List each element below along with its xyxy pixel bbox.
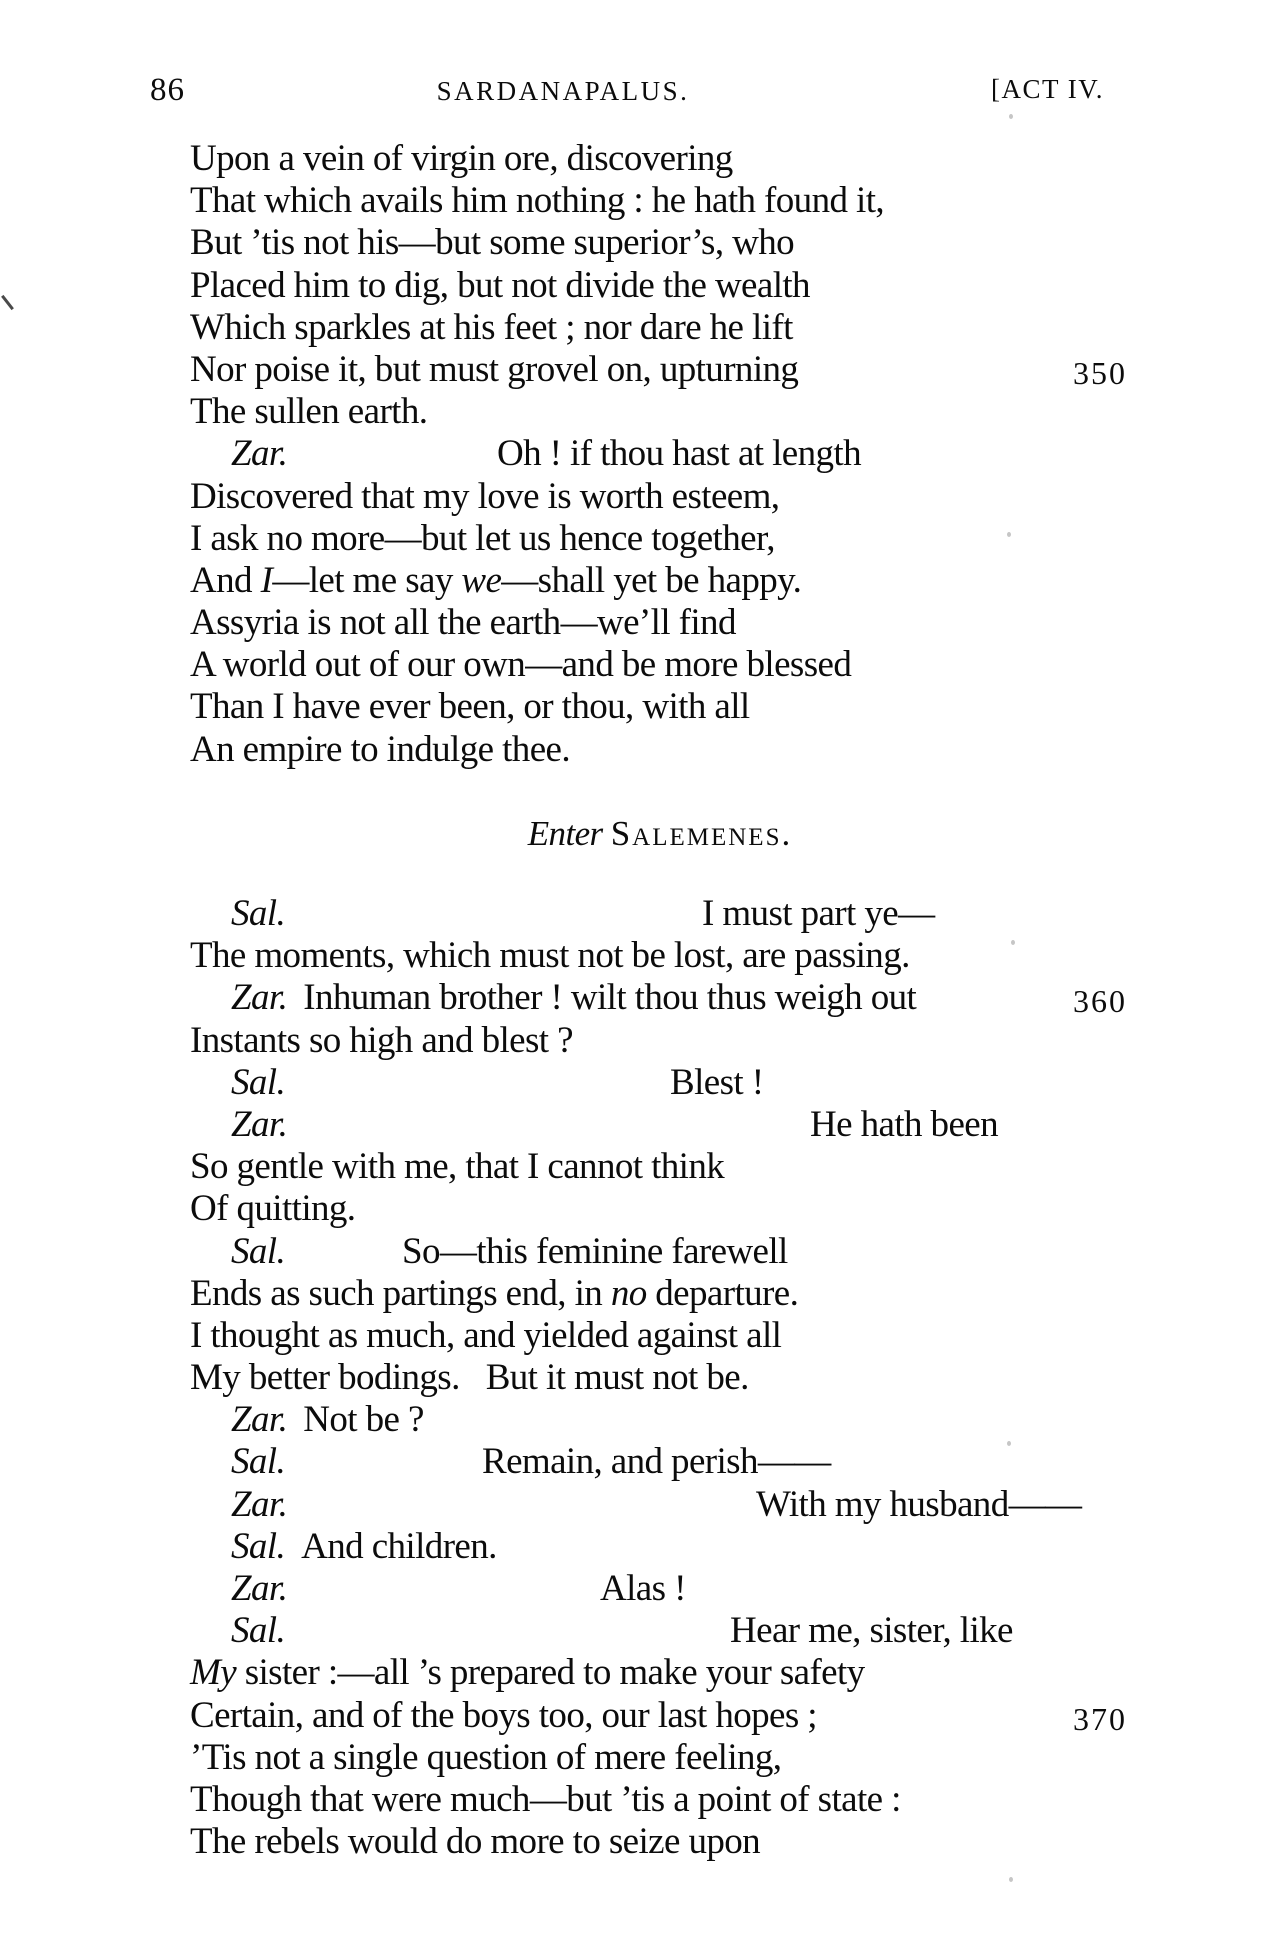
text-segment: Not be ? bbox=[303, 1399, 424, 1441]
text-segment: —let me say bbox=[272, 559, 462, 601]
text-segment: Alas ! bbox=[600, 1568, 686, 1609]
speaker-label: Sal. bbox=[231, 1061, 286, 1103]
text-segment: The sullen earth. bbox=[190, 391, 428, 433]
line-number: 360 bbox=[1073, 983, 1127, 1020]
verse-line bbox=[190, 1737, 1022, 1779]
speaker-label: Zar. bbox=[231, 1483, 288, 1525]
text-segment: With my husband—— bbox=[756, 1483, 1082, 1525]
scan-stray-mark bbox=[1, 295, 14, 310]
text-segment: A world out of our own—and be more blessed bbox=[190, 644, 852, 686]
verse-line bbox=[190, 222, 1022, 264]
text-segment: Instants so high and blest ? bbox=[190, 1019, 573, 1061]
text-segment: The rebels would do more to seize upon bbox=[190, 1821, 761, 1863]
speech-line bbox=[190, 1399, 1022, 1441]
speech-line bbox=[190, 433, 1022, 475]
text-segment: Enter bbox=[527, 813, 603, 853]
text-segment: He hath been bbox=[810, 1103, 998, 1145]
speaker-label: Sal. bbox=[231, 1441, 286, 1483]
verse-line bbox=[190, 1821, 1022, 1863]
speaker-label: Sal. bbox=[231, 1610, 286, 1652]
text-segment: Blest ! bbox=[670, 1061, 764, 1103]
running-title: SARDANAPALUS. bbox=[436, 76, 690, 106]
text-segment: And bbox=[190, 559, 261, 601]
verse-line bbox=[190, 1020, 1022, 1062]
text-segment: departure. bbox=[646, 1272, 799, 1314]
stage-direction bbox=[190, 813, 1022, 855]
text-segment: no bbox=[610, 1272, 647, 1314]
verse-line bbox=[190, 265, 1022, 307]
speech-line bbox=[190, 1483, 1082, 1526]
verse-line bbox=[190, 644, 1022, 686]
verse-line bbox=[190, 180, 1022, 222]
scan-speck bbox=[1011, 940, 1015, 945]
verse-line bbox=[190, 307, 1022, 349]
page-number: 86 bbox=[150, 72, 185, 108]
text-segment: The moments, which must not be lost, are passing. bbox=[190, 935, 910, 977]
scan-speck bbox=[1009, 1877, 1013, 1882]
speech-line bbox=[190, 1104, 1022, 1146]
verse-line bbox=[190, 476, 1022, 518]
text-segment: Upon a vein of virgin ore, discovering bbox=[190, 138, 733, 179]
play-text-block bbox=[190, 138, 1127, 1863]
verse-line bbox=[190, 1146, 1022, 1188]
speaker-label: Zar. bbox=[231, 1399, 288, 1441]
verse-line bbox=[190, 348, 1127, 391]
text-segment: —shall yet be happy. bbox=[501, 559, 802, 601]
speaker-label: Sal. bbox=[231, 1230, 286, 1272]
speech-line bbox=[190, 1062, 1022, 1104]
text-segment: ’Tis not a single question of mere feeling, bbox=[190, 1736, 782, 1778]
speaker-label: Zar. bbox=[231, 1103, 288, 1145]
speech-text bbox=[702, 893, 934, 935]
text-segment: An empire to indulge thee. bbox=[190, 728, 570, 770]
text-segment: My bbox=[190, 1652, 237, 1694]
text-segment: So gentle with me, that I cannot think bbox=[190, 1146, 725, 1188]
text-segment: Than I have ever been, or thou, with all bbox=[190, 686, 750, 728]
text-segment: Salemenes. bbox=[610, 813, 793, 853]
speech-line bbox=[190, 893, 1022, 935]
line-number: 350 bbox=[1073, 354, 1127, 391]
speaker-label: Zar. bbox=[231, 433, 288, 475]
text-segment: Ends as such partings end, in bbox=[190, 1272, 611, 1314]
text-segment: Certain, and of the boys too, our last hopes ; bbox=[190, 1694, 817, 1736]
speech-text bbox=[670, 1062, 763, 1104]
text-segment: Nor poise it, but must grovel on, upturning bbox=[190, 348, 799, 390]
text-segment: Placed him to dig, but not divide the wealth bbox=[190, 264, 810, 306]
speaker-label: Zar. bbox=[231, 977, 288, 1019]
speech-line bbox=[190, 1441, 1022, 1483]
text-segment: Assyria is not all the earth—we’ll find bbox=[190, 602, 736, 644]
speech-text bbox=[730, 1610, 1013, 1652]
text-segment: My better bodings. But it must not be. bbox=[190, 1357, 749, 1399]
verse-line bbox=[190, 1315, 1022, 1357]
verse-line bbox=[190, 1357, 1022, 1399]
speech-text bbox=[402, 1231, 788, 1273]
text-segment: But ’tis not his—but some superior’s, who bbox=[190, 222, 795, 264]
verse-line bbox=[190, 518, 1022, 560]
verse-line bbox=[190, 391, 1022, 433]
text-segment: Which sparkles at his feet ; nor dare he lift bbox=[190, 306, 793, 348]
speech-line bbox=[190, 1526, 1022, 1568]
speech-text bbox=[482, 1441, 831, 1483]
text-segment: So—this feminine farewell bbox=[402, 1230, 788, 1272]
text-segment: sister :—all ’s prepared to make your safety bbox=[236, 1652, 865, 1694]
speaker-label: Sal. bbox=[231, 893, 286, 934]
text-segment: Hear me, sister, like bbox=[730, 1610, 1013, 1652]
text-segment: I thought as much, and yielded against all bbox=[190, 1314, 782, 1356]
text-segment: Of quitting. bbox=[190, 1188, 356, 1230]
speech-text bbox=[497, 433, 861, 475]
speaker-label: Sal. bbox=[231, 1525, 286, 1567]
verse-line bbox=[190, 1188, 1022, 1230]
text-segment bbox=[603, 814, 611, 853]
text-segment: Discovered that my love is worth esteem, bbox=[190, 475, 780, 517]
scan-speck bbox=[1007, 532, 1011, 537]
verse-line bbox=[190, 1779, 1022, 1821]
line-number: 370 bbox=[1073, 1700, 1127, 1737]
text-segment: I ask no more—but let us hence together, bbox=[190, 517, 775, 559]
text-segment: Remain, and perish—— bbox=[482, 1441, 831, 1483]
scan-speck bbox=[1007, 1441, 1011, 1446]
speech-line bbox=[190, 1231, 1022, 1273]
speech-line bbox=[190, 1610, 1022, 1652]
scan-speck bbox=[1009, 114, 1013, 119]
text-segment: Oh ! if thou hast at length bbox=[497, 433, 862, 475]
text-segment: Inhuman brother ! wilt thou thus weigh out bbox=[303, 977, 917, 1019]
verse-line bbox=[190, 1273, 1022, 1315]
verse-line bbox=[190, 560, 1022, 602]
speech-line bbox=[190, 1568, 1022, 1610]
text-segment: I bbox=[260, 559, 273, 601]
speech-text bbox=[756, 1484, 1081, 1526]
speech-text bbox=[600, 1568, 686, 1610]
speech-text bbox=[810, 1104, 998, 1146]
text-segment: we bbox=[461, 559, 502, 601]
verse-line bbox=[190, 602, 1022, 644]
text-segment: Though that were much—but ’tis a point of state : bbox=[190, 1778, 901, 1820]
verse-line bbox=[190, 1694, 1127, 1737]
verse-line bbox=[190, 935, 1022, 977]
verse-line bbox=[190, 686, 1022, 728]
verse-line bbox=[190, 1652, 1022, 1694]
text-segment: That which avails him nothing : he hath found it, bbox=[190, 180, 885, 222]
text-segment: And children. bbox=[301, 1525, 497, 1567]
speech-line bbox=[190, 977, 1127, 1020]
verse-line bbox=[190, 138, 1022, 180]
speaker-label: Zar. bbox=[231, 1568, 288, 1609]
verse-line bbox=[190, 729, 1022, 771]
act-header: [ACT IV. bbox=[991, 74, 1105, 104]
text-segment: I must part ye— bbox=[702, 893, 935, 934]
